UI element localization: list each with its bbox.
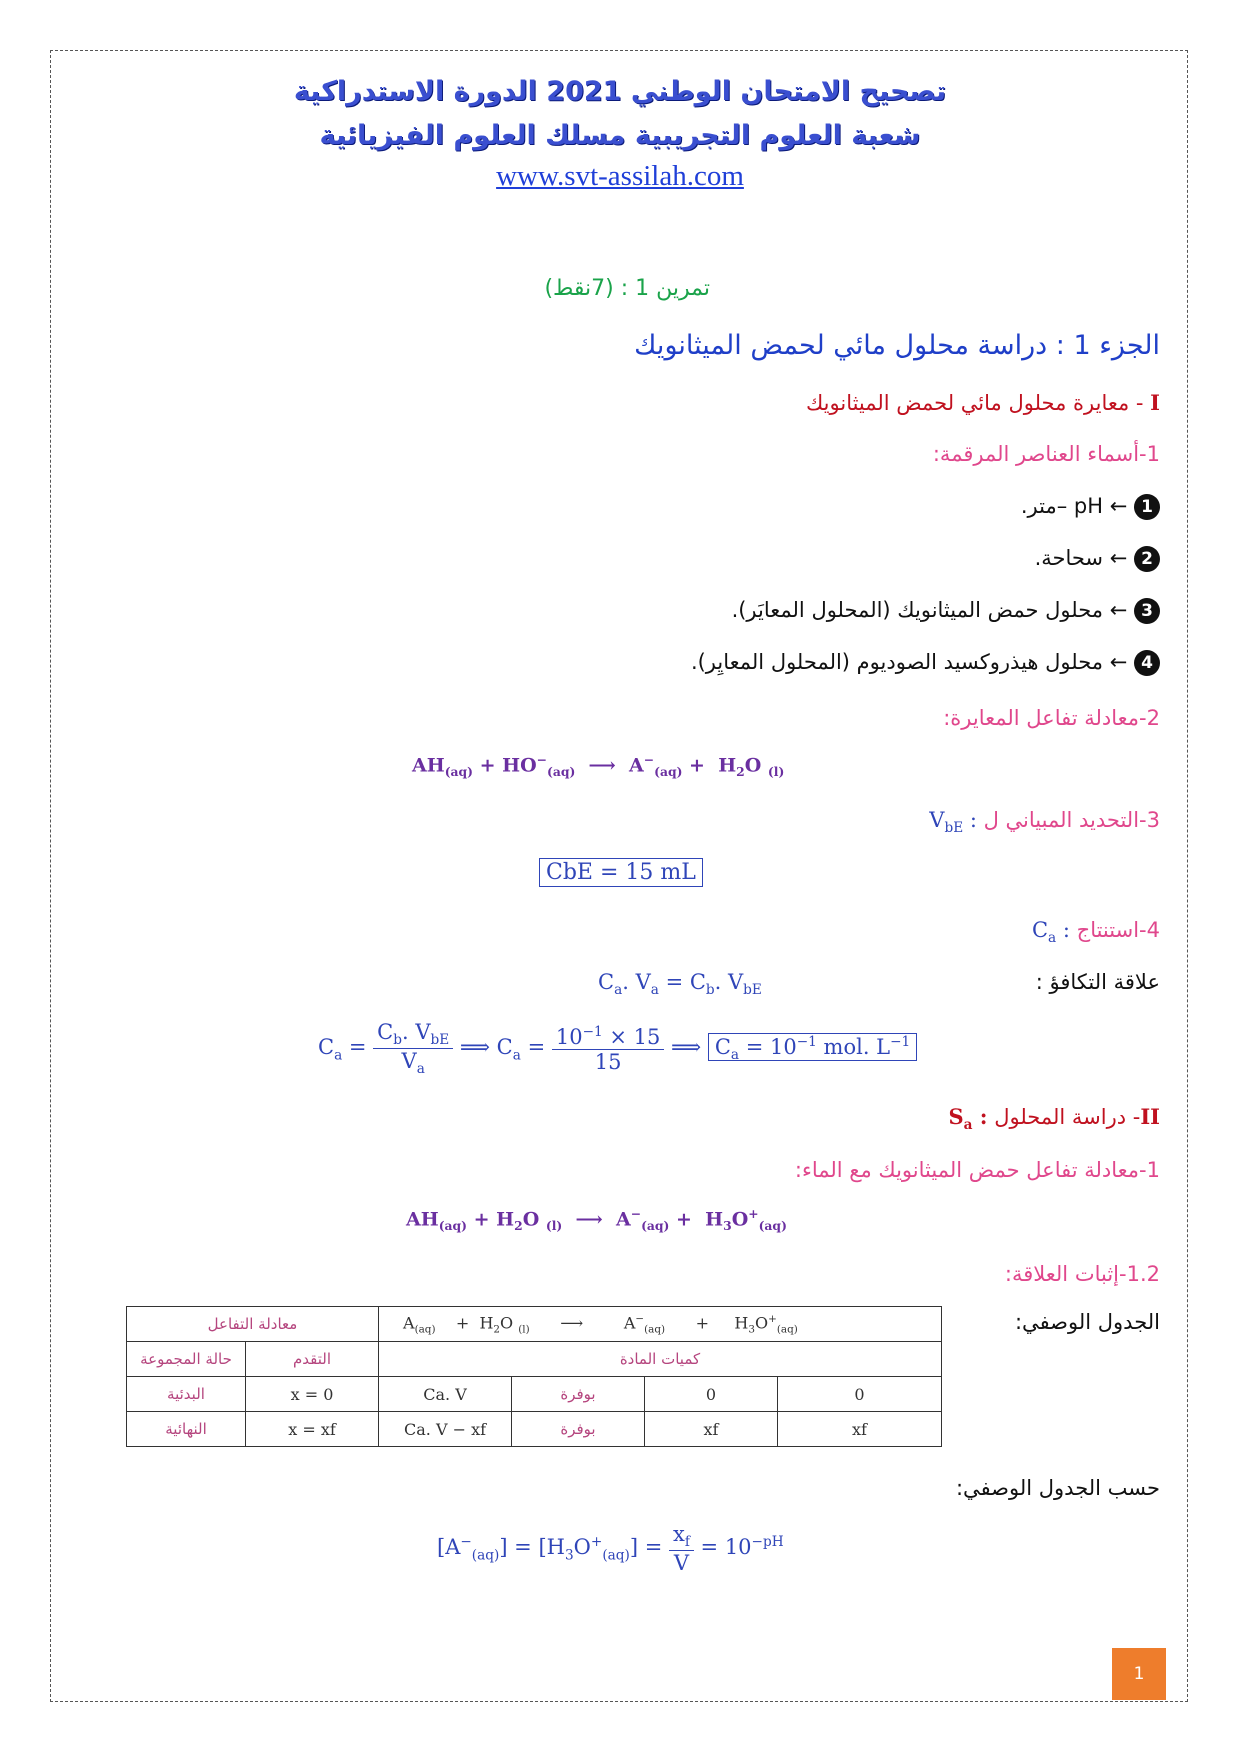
table-label: الجدول الوصفي: bbox=[1014, 1310, 1160, 1334]
vbe-result: CbE = 15 mL bbox=[539, 860, 703, 885]
section-II-numeral: II bbox=[1140, 1104, 1160, 1129]
advance-label: التقدم bbox=[246, 1342, 379, 1377]
concentration-calculation: $C_a$ = $\frac{C_b. V_{bE}}{V_a}$ ⟹ $C_a$ = $\frac{10^{-1} \times 15}{15}$ ⟹ $C_a = 10^{-1}$ mol. $L^{-1}$ bbox=[318, 1020, 917, 1077]
list-item bbox=[400, 650, 1160, 676]
number-1-icon: 1 bbox=[1134, 494, 1160, 520]
section-I-numeral: I bbox=[1150, 390, 1160, 415]
equation-label: معادلة التفاعل bbox=[127, 1307, 379, 1342]
q2-title: 2-معادلة تفاعل المعايرة: bbox=[943, 706, 1160, 730]
q4-title: 4-استنتاج bbox=[1076, 918, 1160, 942]
list-item-text: ← محلول هيذروكسيد الصوديوم (المحلول المعايِر). bbox=[690, 650, 1128, 674]
header-title-line1: تصحيح الامتحان الوطني 2021 الدورة الاستدراكية bbox=[293, 76, 947, 107]
equivalence-label: علاقة التكافؤ : bbox=[1035, 970, 1160, 994]
section-I-title: - معايرة محلول مائي لحمض الميثانويك bbox=[805, 391, 1144, 415]
exercise-title: تمرين 1 : (7نقط) bbox=[544, 276, 710, 301]
ca-result: $C_a = 10^{-1}$ mol. $L^{-1}$ bbox=[708, 1033, 917, 1061]
table-row: النهائية x = xf Ca. V − xf بوفرة xf xf bbox=[127, 1412, 942, 1447]
section-II-title: - دراسة المحلول bbox=[994, 1105, 1141, 1129]
number-2-icon: 2 bbox=[1134, 546, 1160, 572]
list-item-text: ← سحاحة. bbox=[1034, 546, 1128, 570]
list-item-text: ← pH –متر. bbox=[1020, 494, 1128, 518]
progress-table bbox=[126, 1306, 942, 1447]
qII2-title: 1.2-إثبات العلاقة: bbox=[1004, 1262, 1160, 1286]
number-4-icon: 4 bbox=[1134, 650, 1160, 676]
website-link[interactable]: www.svt-assilah.com bbox=[496, 160, 744, 192]
concentration-relation: $[A^-_{(aq)}] = [H_3O^+_{(aq)}]$ = $\frac{x_f}{V}$ = $10^{-pH}$ bbox=[437, 1522, 784, 1576]
page-number: 1 bbox=[1112, 1648, 1166, 1700]
table-row: البدئية x = 0 Ca. V بوفرة 0 0 bbox=[127, 1377, 942, 1412]
list-item bbox=[400, 494, 1160, 520]
amounts-label: كميات المادة bbox=[379, 1342, 942, 1377]
list-item bbox=[400, 546, 1160, 572]
state-label: حالة المجموعة bbox=[127, 1342, 246, 1377]
q1-title: 1-أسماء العناصر المرقمة: bbox=[932, 442, 1160, 466]
table-conclusion: حسب الجدول الوصفي: bbox=[955, 1476, 1160, 1500]
list-item-text: ← محلول حمض الميثانويك (المحلول المعايَر). bbox=[731, 598, 1128, 622]
q4-heading: 4-استنتاج $C_a$ : bbox=[1031, 918, 1160, 947]
part1-title: الجزء 1 : دراسة محلول مائي لحمض الميثانويك bbox=[634, 330, 1160, 361]
equivalence-relation: $C_a$. $V_a = C_b$. $V_{bE}$ bbox=[598, 970, 762, 999]
table-equation: $A_{(aq)}$ + $H_2O$ $_{(l)}$ ⟶ $A^-_{(aq)}$ + $H_3O^+_{(aq)}$ bbox=[379, 1307, 942, 1342]
section-II-heading: II- دراسة المحلول $S_a$ : bbox=[948, 1104, 1160, 1134]
water-reaction-equation: $AH_{(aq)} + H_2O$ $_{(l)}$ ⟶ $A^-_{(aq)} + H_3O^+_{(aq)}$ bbox=[406, 1206, 787, 1234]
section-I-heading bbox=[500, 390, 1160, 415]
header-title-line2: شعبة العلوم التجريبية مسلك العلوم الفيزيائية bbox=[319, 120, 921, 151]
list-item bbox=[400, 598, 1160, 624]
qII1-title: 1-معادلة تفاعل حمض الميثانويك مع الماء: bbox=[794, 1158, 1160, 1182]
titration-equation: $AH_{(aq)} + HO^-_{(aq)}$ ⟶ $A^-_{(aq)} + H_2O$ $_{(l)}$ bbox=[412, 752, 785, 780]
q3-title: 3-التحديد المبياني ل bbox=[983, 808, 1160, 832]
number-3-icon: 3 bbox=[1134, 598, 1160, 624]
q3-heading: 3-التحديد المبياني ل $V_{bE}$ : bbox=[929, 808, 1160, 837]
